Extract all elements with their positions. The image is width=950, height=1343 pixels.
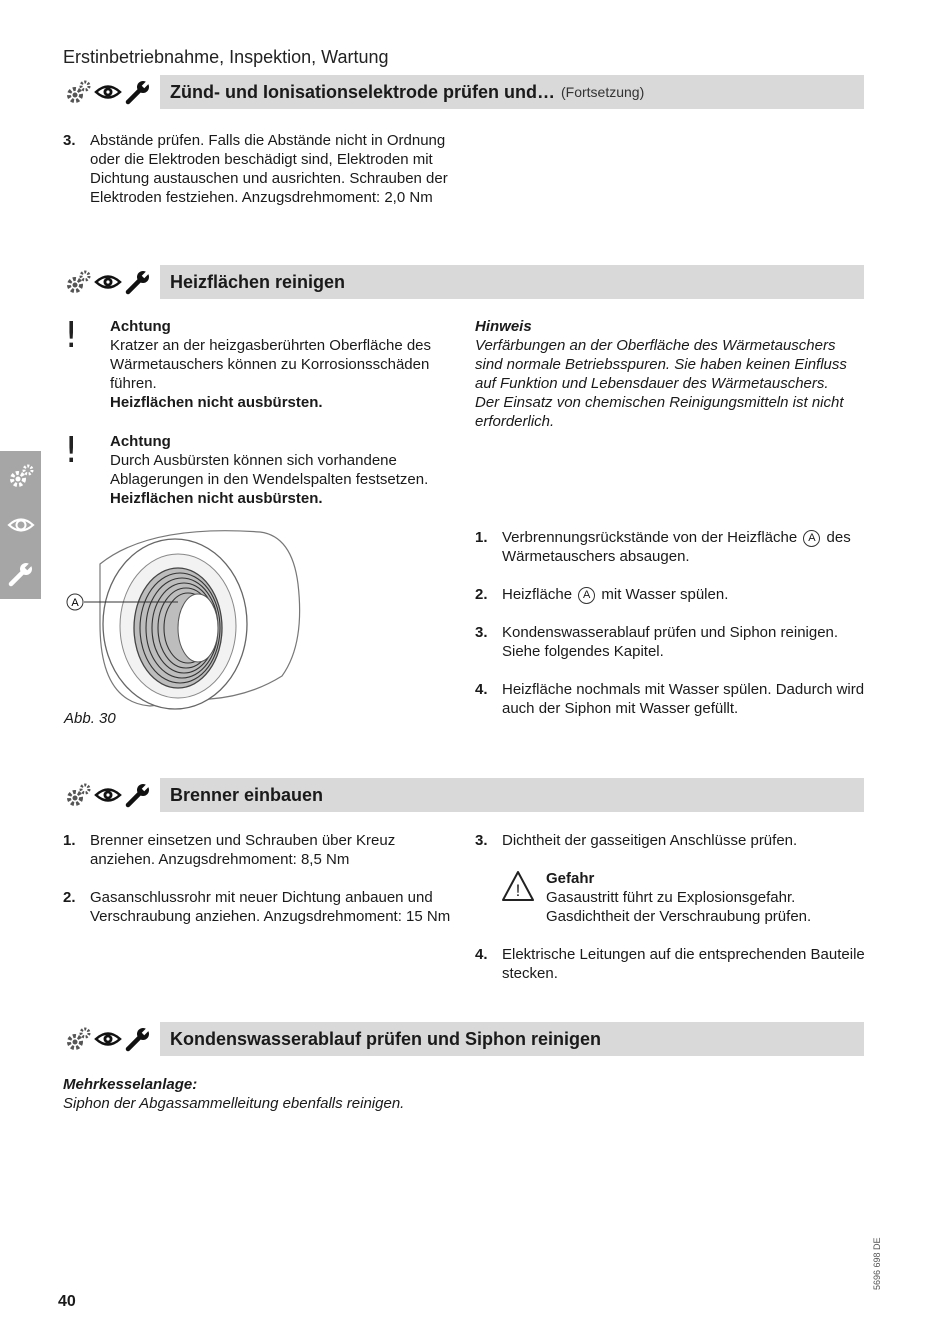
step-number: 1. [63,832,76,849]
warning-triangle-icon [500,869,536,903]
wrench-icon [124,268,152,296]
section-title-text: Brenner einbauen [170,784,324,805]
note-box [475,317,865,431]
section-bar-kondenswasser [62,1022,864,1056]
danger-text: Gasaustritt führt zu Explosionsgefahr. [546,889,796,906]
step-text: Dichtheit der gasseitigen Anschlüsse prüfen. [502,832,798,849]
step-number: 3. [475,624,488,641]
step-number: 4. [475,946,488,963]
step-text: Heizfläche A mit Wasser spülen. [502,586,729,603]
figure-label: A [71,597,79,609]
page-number: 40 [58,1293,76,1310]
list-item [475,945,865,983]
figure-caption: Abb. 30 [64,710,116,727]
danger-box [500,869,865,926]
warning-box [62,317,458,412]
list-item [63,888,455,926]
section2-steps [475,528,865,737]
section-title [160,75,864,109]
wrench-icon [124,781,152,809]
wrench-icon [124,1025,152,1053]
figure-marker: A [803,530,820,547]
wrench-icon [7,560,35,588]
step-number: 2. [63,889,76,906]
document-code: 5696 698 DE [872,1237,882,1290]
section-icons [62,265,160,299]
section-title [160,265,864,299]
section4-text: Siphon der Abgassammelleitung ebenfalls reinigen. [63,1095,405,1112]
side-tab [0,451,41,599]
exclamation-icon: ! [64,315,79,356]
exclamation-icon: ! [64,430,79,471]
wrench-icon [124,78,152,106]
step-text: Brenner einsetzen und Schrauben über Kreuz anziehen. Anzugsdrehmoment: 8,5 Nm [90,832,396,868]
warning-text: Kratzer an der heizgasberührten Oberfläche des Wärmetauschers können zu Korrosionsschäden führen. [110,337,432,392]
section-title-text: Kondenswasserablauf prüfen und Siphon reinigen [170,1028,602,1049]
list-item [475,680,865,718]
gear-icon [64,781,92,809]
list-item [475,528,865,566]
section1-content [63,131,455,226]
section-icons [62,75,160,109]
section-title [160,778,864,812]
gear-icon [64,1025,92,1053]
list-item [475,623,865,661]
step-text: Kondenswasserablauf prüfen und Siphon reinigen. Siehe folgendes Kapitel. [502,624,839,660]
step-text: Elektrische Leitungen auf die entsprechenden Bauteile stecken. [502,946,865,982]
warning-instruction: Heizflächen nicht ausbürsten. [110,394,323,411]
step-number: 2. [475,586,488,603]
list-item [475,831,865,850]
heat-exchanger-figure [60,524,320,714]
step-text: Heizfläche nochmals mit Wasser spülen. Dadurch wird auch der Siphon mit Wasser gefüllt. [502,681,865,717]
page-header: Erstinbetriebnahme, Inspektion, Wartung [63,47,389,67]
section4-content [63,1075,563,1113]
gear-icon [64,268,92,296]
list-item [63,831,455,869]
eye-icon [94,78,122,106]
figure-marker: A [578,587,595,604]
svg-text:!: ! [515,881,521,900]
step-number: 3. [63,132,76,149]
warning-box [62,432,458,508]
step-text: Gasanschlussrohr mit neuer Dichtung anbauen und Verschraubung anziehen. Anzugsdrehmoment: 15 Nm [90,889,451,925]
eye-icon [94,268,122,296]
section-bar-electrode [62,75,864,109]
eye-icon [94,1025,122,1053]
warning-instruction: Heizflächen nicht ausbürsten. [110,490,323,507]
eye-icon [94,781,122,809]
warning-title: Achtung [110,318,171,335]
warning-title: Achtung [110,433,171,450]
note-text: Verfärbungen an der Oberfläche des Wärmetauschers sind normale Betriebsspuren. Sie haben keinen Einfluss auf Funktion und Lebensdauer des Wärmetauschers. [475,337,847,392]
section3-steps-left [63,831,455,945]
gear-icon [7,462,35,490]
list-item [63,131,455,207]
section-icons [62,1022,160,1056]
step-number: 4. [475,681,488,698]
warning-text: Durch Ausbürsten können sich vorhandene Ablagerungen in den Wendelspalten festsetzen. [110,452,429,488]
step-text: Abstände prüfen. Falls die Abstände nicht in Ordnung oder die Elektroden beschädigt sind, Elektroden mit Dichtung austauschen und ausrichten. Schrauben der Elektroden festziehen. Anzugsdrehmoment: 2,0 Nm [90,132,448,206]
list-item [475,585,865,604]
section-icons [62,778,160,812]
note-title: Hinweis [475,318,532,335]
section-bar-brenner [62,778,864,812]
step-text: Verbrennungsrückstände von der Heizfläche A des Wärmetauschers absaugen. [502,529,851,565]
danger-title: Gefahr [546,870,595,887]
section-title-text: Zünd- und Ionisationselektrode prüfen und… [170,81,555,102]
step-number: 1. [475,529,488,546]
section3-steps-right [475,831,865,1002]
note-text-2: Der Einsatz von chemischen Reinigungsmitteln ist nicht erforderlich. [475,394,844,430]
section-title-text: Heizflächen reinigen [170,271,346,292]
section-subtitle: (Fortsetzung) [561,83,645,100]
section-bar-heizflaechen [62,265,864,299]
gear-icon [64,78,92,106]
step-number: 3. [475,832,488,849]
section-title [160,1022,864,1056]
eye-icon [7,511,35,539]
danger-text-2: Gasdichtheit der Verschraubung prüfen. [546,908,812,925]
section4-label: Mehrkesselanlage: [63,1076,198,1093]
